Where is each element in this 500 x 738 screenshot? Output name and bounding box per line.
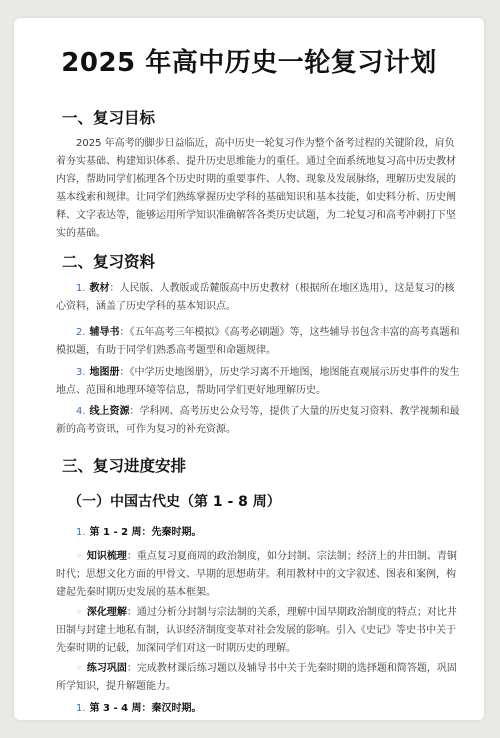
schedule-item-knowledge [56, 548, 460, 602]
item-term: 知识梳理 [86, 551, 127, 562]
page-title: 2025 年高中历史一轮复习计划 [61, 48, 437, 78]
list-number: 4. [76, 406, 86, 417]
material-item-atlas [56, 364, 460, 400]
bullet-icon: ◦ [76, 663, 82, 674]
item-text: ：重点复习夏商周的政治制度，如分封制、宗法制；经济上的井田制、青铜时代；思想文化方面的甲骨文、早期的思想萌芽。利用教材中的文字叙述、图表和案例，构建起先秦时期历史发展的基本框架。 [56, 551, 457, 598]
bullet-icon: ◦ [76, 607, 82, 618]
material-item-textbook [56, 280, 460, 316]
bullet-icon: ◦ [76, 551, 82, 562]
list-number: 2. [76, 327, 86, 338]
material-term: 教材 [89, 283, 110, 294]
item-text: ：通过分析分封制与宗法制的关系，理解中国早期政治制度的特点；对比井田制与封建土地私有制，认识经济制度变革对社会发展的影响。引入《史记》等史书中关于先秦时期的记载，加深同学们对这一时期历史的理解。 [56, 607, 457, 654]
schedule-week-3-4 [56, 700, 460, 718]
material-term: 线上资源 [89, 406, 130, 417]
week-label: 第 3 - 4 周：秦汉时期。 [89, 703, 202, 714]
material-text: ：学科网、高考历史公众号等，提供了大量的历史复习资料、教学视频和最新的高考资讯，可作为复习的补充资源。 [56, 406, 460, 435]
document-page [14, 18, 484, 720]
item-term: 深化理解 [86, 607, 127, 618]
material-item-online [56, 403, 460, 439]
material-text: ：《五年高考三年模拟》《高考必刷题》等，这些辅导书包含丰富的高考真题和模拟题，有助于同学们熟悉高考题型和命题规律。 [56, 327, 460, 356]
list-number: 1. [76, 283, 86, 294]
item-text: ：完成教材课后练习题以及辅导书中关于先秦时期的选择题和简答题，巩固所学知识，提升解题能力。 [56, 663, 457, 692]
section-heading-materials: 二、复习资料 [62, 253, 156, 271]
material-item-guidebook [56, 324, 460, 360]
material-text: ：人民版、人教版或岳麓版高中历史教材（根据所在地区选用），这是复习的核心资料，涵盖了历史学科的基本知识点。 [56, 283, 455, 312]
item-term: 练习巩固 [86, 663, 127, 674]
goal-paragraph: 2025 年高考的脚步日益临近，高中历史一轮复习作为整个备考过程的关键阶段，肩负着夯实基础、构建知识体系、提升历史思维能力的重任。通过全面系统地复习高中历史教材内容，帮助同学们梳理各个历史时期的重要事件、人物、现象及发展脉络，理解历史发展的基本线索和规律。让同学们熟练掌握历史学科的基础知识和基本技能，如史料分析、历史阐释、文字表达等，能够运用所学知识准确解答各类历史试题，为二轮复习和高考冲刺打下坚实的基础。 [56, 138, 456, 239]
material-term: 地图册 [89, 367, 120, 378]
schedule-week-1-2 [56, 524, 460, 542]
section-heading-goals: 一、复习目标 [62, 109, 156, 127]
section-heading-schedule: 三、复习进度安排 [62, 457, 187, 475]
material-text: ：《中学历史地图册》，历史学习离不开地图，地图能直观展示历史事件的发生地点、范围和地理环境等信息，帮助同学们更好地理解历史。 [56, 367, 460, 396]
list-number: 1. [76, 527, 86, 538]
schedule-item-deepen [56, 604, 460, 658]
list-number: 1. [76, 703, 86, 714]
list-number: 3. [76, 367, 86, 378]
material-term: 辅导书 [89, 327, 120, 338]
schedule-part-heading: （一）中国古代史（第 1 - 8 周） [68, 494, 281, 510]
schedule-item-practice [56, 660, 460, 696]
week-label: 第 1 - 2 周：先秦时期。 [89, 527, 202, 538]
